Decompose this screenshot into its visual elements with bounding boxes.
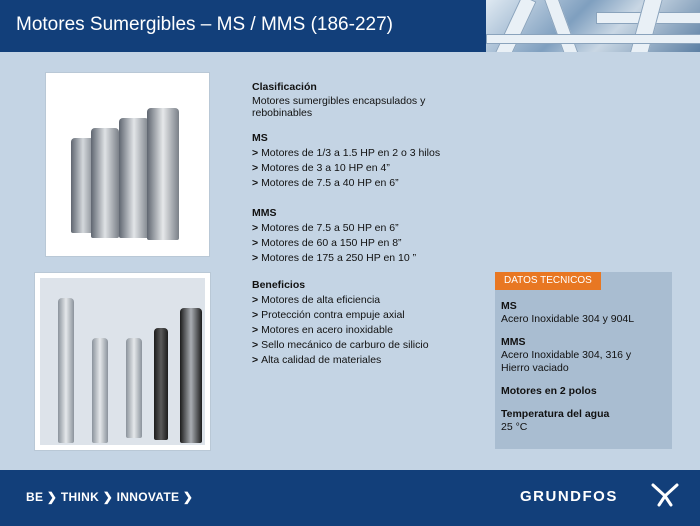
ms-item: > Motores de 7.5 a 40 HP en 6”: [252, 176, 492, 191]
footer-bar: [0, 470, 700, 526]
beneficios-item: > Sello mecánico de carburo de silicio: [252, 338, 492, 353]
beneficios-item: > Motores en acero inoxidable: [252, 323, 492, 338]
datos-mms-heading: MMS: [501, 336, 526, 348]
motors-photo-ms: [46, 73, 209, 256]
mms-item: > Motores de 175 a 250 HP en 10 ”: [252, 251, 492, 266]
brand-logo-text: GRUNDFOS: [520, 488, 618, 505]
motors-photo-mms: [35, 273, 210, 450]
datos-tecnicos-panel: [495, 272, 672, 449]
ms-item: > Motores de 3 a 10 HP en 4”: [252, 161, 492, 176]
ms-heading: MS: [252, 132, 268, 144]
beneficios-item: > Protección contra empuje axial: [252, 308, 492, 323]
page-title: Motores Sumergibles – MS / MMS (186-227): [16, 14, 393, 35]
datos-ms-text: Acero Inoxidable 304 y 904L: [501, 313, 635, 325]
slogan: BE ❯ THINK ❯ INNOVATE ❯: [26, 490, 194, 504]
datos-ms-heading: MS: [501, 300, 517, 312]
beneficios-item: > Motores de alta eficiencia: [252, 293, 492, 308]
datos-tecnicos-tab: DATOS TECNICOS: [495, 272, 601, 290]
ms-item: > Motores de 1/3 a 1.5 HP en 2 o 3 hilos: [252, 146, 492, 161]
clasificacion-heading: Clasificación: [252, 81, 317, 93]
beneficios-heading: Beneficios: [252, 279, 306, 291]
datos-temp-heading: Temperatura del agua: [501, 408, 610, 420]
datos-temp-value: 25 °C: [501, 421, 528, 433]
header-pipes-image: [486, 0, 700, 52]
datos-mms-text: Acero Inoxidable 304, 316 y Hierro vaciado: [501, 349, 632, 374]
grundfos-logo-icon: [650, 482, 680, 508]
beneficios-item: > Alta calidad de materiales: [252, 353, 492, 368]
header-bar: [0, 0, 700, 52]
content-column: [252, 80, 492, 368]
mms-item: > Motores de 7.5 a 50 HP en 6”: [252, 221, 492, 236]
clasificacion-text: Motores sumergibles encapsulados y rebobinables: [252, 95, 426, 119]
datos-polos: Motores en 2 polos: [501, 385, 597, 397]
mms-heading: MMS: [252, 207, 277, 219]
mms-item: > Motores de 60 a 150 HP en 8”: [252, 236, 492, 251]
